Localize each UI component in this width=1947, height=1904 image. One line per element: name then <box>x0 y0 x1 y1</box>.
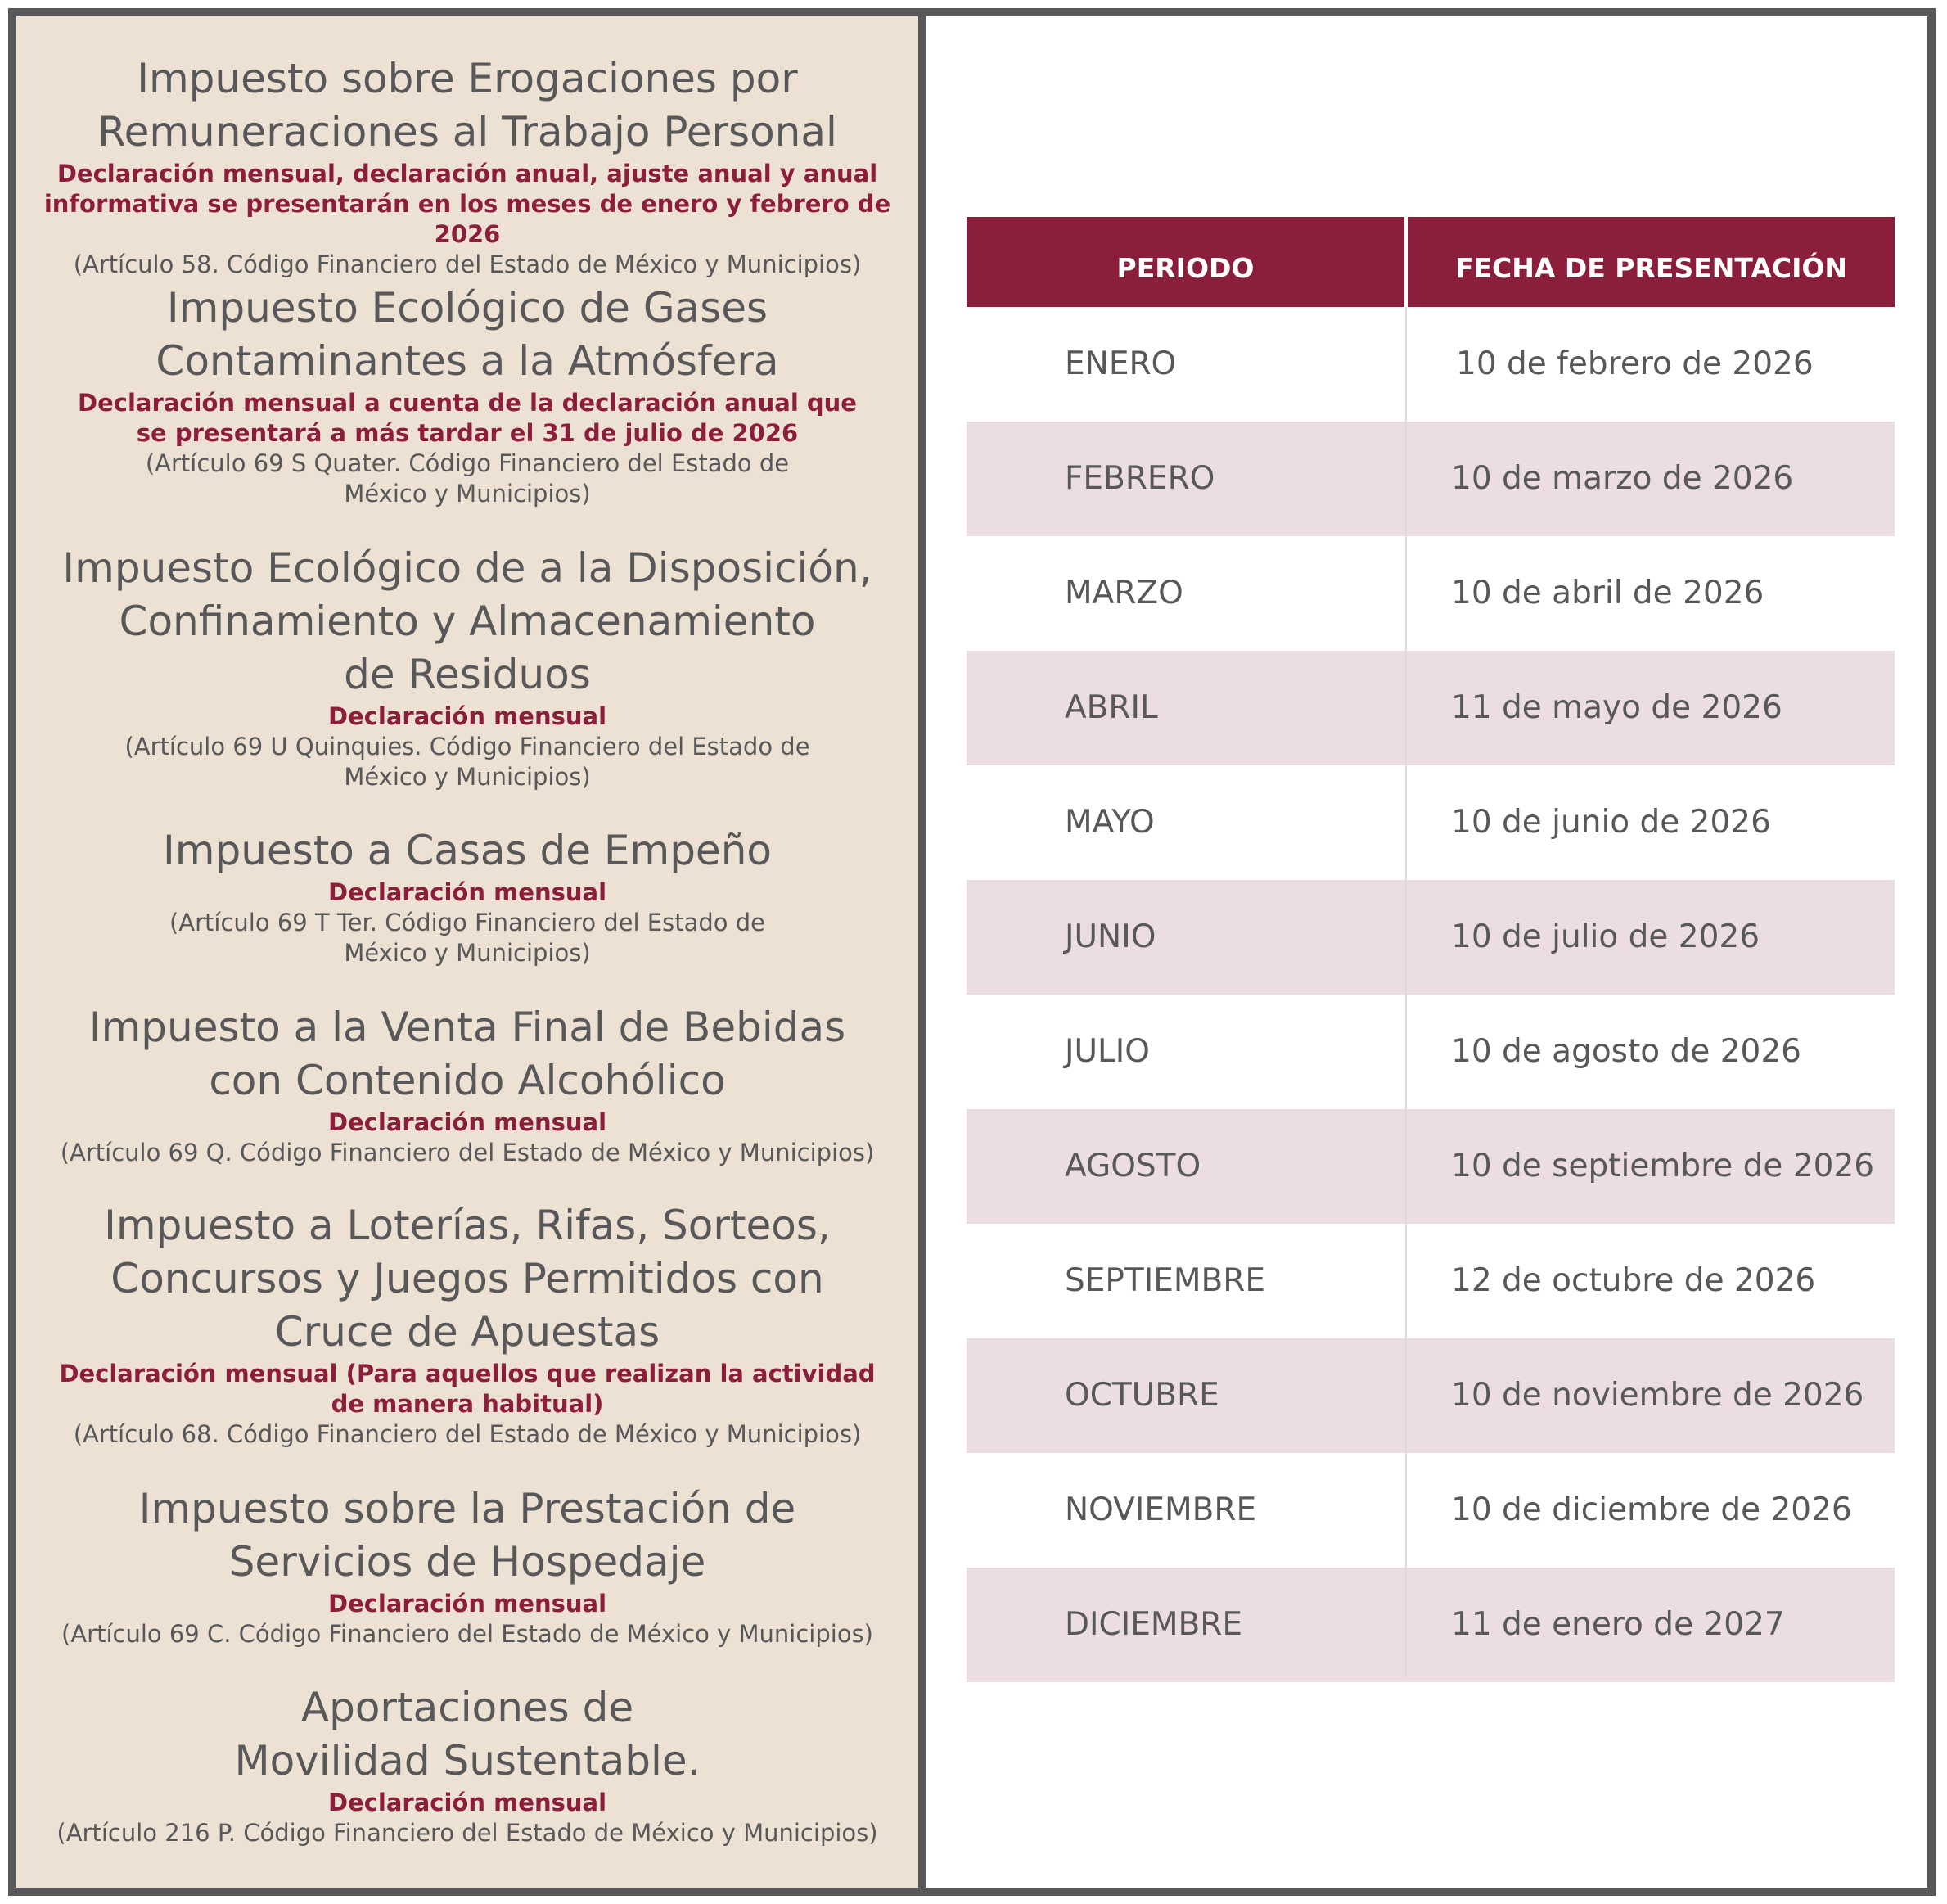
row-date: 10 de marzo de 2026 <box>1451 460 1794 497</box>
tax-article: (Artículo 69 U Quinquies. Código Financiero del Estado de México y Municipios) <box>124 733 810 791</box>
tax-declaration: Declaración mensual <box>327 878 607 906</box>
schedule-row <box>967 1568 1895 1682</box>
tax-title: Aportaciones de Movilidad Sustentable. <box>234 1684 701 1784</box>
row-date: 10 de abril de 2026 <box>1451 575 1764 611</box>
row-month: SEPTIEMBRE <box>1065 1262 1266 1299</box>
tax-title: Impuesto sobre Erogaciones por Remuneraciones al Trabajo Personal <box>97 55 837 156</box>
tax-declaration: Declaración mensual, declaración anual, ajuste anual y anual informativa se presentarán en los meses de enero y febrero de 2026 <box>43 160 891 248</box>
row-date: 10 de julio de 2026 <box>1451 918 1760 955</box>
tax-declaration: Declaración mensual <box>327 1108 607 1136</box>
schedule-row <box>967 651 1895 765</box>
schedule-row <box>967 422 1895 536</box>
schedule-row <box>967 307 1895 422</box>
row-date: 10 de septiembre de 2026 <box>1451 1148 1875 1184</box>
schedule-row <box>967 995 1895 1109</box>
row-month: AGOSTO <box>1065 1148 1201 1184</box>
schedule-row <box>967 536 1895 651</box>
row-month: FEBRERO <box>1065 460 1215 497</box>
row-date: 10 de noviembre de 2026 <box>1451 1377 1864 1414</box>
tax-title: Impuesto a la Venta Final de Bebidas con Contenido Alcohólico <box>88 1004 846 1104</box>
tax-declaration: Declaración mensual (Para aquellos que realizan la actividad de manera habitual) <box>59 1360 876 1418</box>
schedule-row <box>967 765 1895 880</box>
row-month: OCTUBRE <box>1065 1377 1219 1414</box>
row-month: ABRIL <box>1065 689 1158 726</box>
row-month: JULIO <box>1065 1033 1150 1070</box>
row-date: 10 de diciembre de 2026 <box>1451 1491 1852 1528</box>
row-month: DICIEMBRE <box>1065 1606 1243 1643</box>
tax-item-residuos <box>16 542 918 792</box>
tax-title: Impuesto a Loterías, Rifas, Sorteos, Concursos y Juegos Permitidos con Cruce de Apuestas <box>104 1202 831 1356</box>
row-date: 10 de febrero de 2026 <box>1456 345 1814 382</box>
tax-title: Impuesto Ecológico de Gases Contaminantes a la Atmósfera <box>155 284 779 385</box>
tax-article: (Artículo 216 P. Código Financiero del Estado de México y Municipios) <box>56 1819 878 1847</box>
row-date: 10 de agosto de 2026 <box>1451 1033 1801 1070</box>
tax-title: Impuesto a Casas de Empeño <box>163 827 772 874</box>
schedule-header <box>967 217 1895 307</box>
header-date: FECHA DE PRESENTACIÓN <box>1454 252 1848 284</box>
row-month: ENERO <box>1065 345 1177 382</box>
tax-item-hospedaje <box>16 1482 918 1649</box>
tax-item-gases <box>16 282 918 509</box>
tax-declaration: Declaración mensual <box>327 1590 607 1617</box>
tax-article: (Artículo 69 C. Código Financiero del Estado de México y Municipios) <box>61 1620 873 1648</box>
row-date: 12 de octubre de 2026 <box>1451 1262 1816 1299</box>
tax-article: (Artículo 69 T Ter. Código Financiero del Estado de México y Municipios) <box>169 909 766 967</box>
row-month: MAYO <box>1065 804 1155 841</box>
tax-item-bebidas <box>16 1001 918 1168</box>
column-divider <box>1405 307 1407 1678</box>
tax-article: (Artículo 68. Código Financiero del Estado de México y Municipios) <box>73 1420 862 1448</box>
row-month: NOVIEMBRE <box>1065 1491 1257 1528</box>
row-date: 10 de junio de 2026 <box>1451 804 1771 841</box>
schedule-row <box>967 1109 1895 1224</box>
tax-title: Impuesto sobre la Prestación de Servicios de Hospedaje <box>138 1485 796 1586</box>
tax-item-loterias <box>16 1199 918 1450</box>
tax-declaration: Declaración mensual a cuenta de la declaración anual que se presentará a más tardar el 31 de julio de 2026 <box>78 389 857 447</box>
row-month: MARZO <box>1065 575 1183 611</box>
tax-article: (Artículo 58. Código Financiero del Estado de México y Municipios) <box>73 250 862 278</box>
tax-item-erogaciones <box>16 52 918 280</box>
row-date: 11 de mayo de 2026 <box>1451 689 1782 726</box>
tax-declaration: Declaración mensual <box>327 1789 607 1816</box>
tax-article: (Artículo 69 S Quater. Código Financiero del Estado de México y Municipios) <box>145 449 790 508</box>
tax-item-movilidad <box>16 1681 918 1848</box>
tax-article: (Artículo 69 Q. Código Financiero del Estado de México y Municipios) <box>60 1139 875 1166</box>
tax-declaration: Declaración mensual <box>327 702 607 730</box>
header-period: PERIODO <box>1116 252 1255 284</box>
schedule-row <box>967 880 1895 995</box>
row-month: JUNIO <box>1065 918 1156 955</box>
schedule-row <box>967 1338 1895 1453</box>
tax-list-panel <box>8 8 926 1896</box>
schedule-row <box>967 1224 1895 1338</box>
row-date: 11 de enero de 2027 <box>1451 1606 1785 1643</box>
tax-title: Impuesto Ecológico de a la Disposición, Confinamiento y Almacenamiento de Residuos <box>62 544 872 698</box>
schedule-row <box>967 1453 1895 1568</box>
tax-item-casas-empeno <box>16 824 918 968</box>
